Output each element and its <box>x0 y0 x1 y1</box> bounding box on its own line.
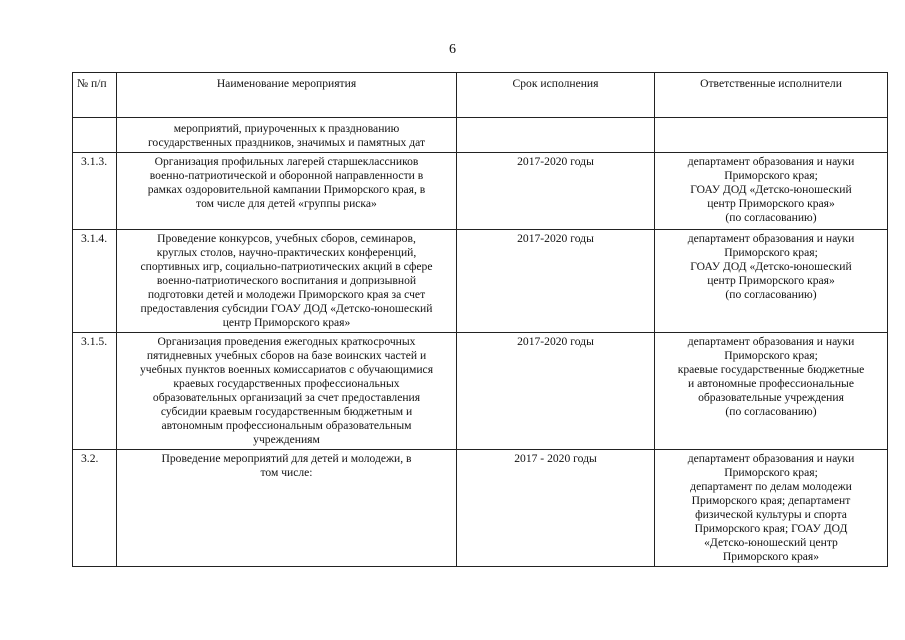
measure-name-line: мероприятий, приуроченных к празднованию <box>173 122 400 135</box>
table-row <box>73 333 888 450</box>
measure-name-line: автономным профессиональным образовательным <box>161 419 412 432</box>
measure-name-line: круглых столов, научно-практических конференций, <box>156 246 417 259</box>
measure-name-line: рамках оздоровительной кампании Приморского края, в <box>147 183 426 196</box>
row-measure-name <box>117 153 457 230</box>
row-responsible <box>655 153 888 230</box>
row-number: 3.1.3. <box>73 153 117 230</box>
measure-name-line: военно-патриотической и оборонной направленности в <box>149 169 424 182</box>
responsible-line: Приморского края» <box>722 550 820 563</box>
measure-name-line: субсидии краевым государственным бюджетным и <box>160 405 413 418</box>
measure-name-line: военно-патриотического воспитания и допризывной <box>156 274 417 287</box>
row-term: 2017-2020 годы <box>457 153 655 230</box>
row-responsible <box>655 118 888 153</box>
row-number <box>73 118 117 153</box>
responsible-line: департамент образования и науки <box>687 452 855 465</box>
row-term: 2017 - 2020 годы <box>457 450 655 567</box>
table-header-row <box>73 73 888 118</box>
measure-name-line: пятидневных учебных сборов на базе воинских частей и <box>146 349 427 362</box>
header-responsible: Ответственные исполнители <box>655 73 888 118</box>
measure-name-line: спортивных игр, социально-патриотических акций в сфере <box>140 260 433 273</box>
row-measure-name <box>117 450 457 567</box>
header-num: № п/п <box>73 73 117 118</box>
responsible-line: Приморского края; департамент <box>691 494 851 507</box>
responsible-line: департамент образования и науки <box>687 335 855 348</box>
table-row <box>73 118 888 153</box>
responsible-line: «Детско-юношеский центр <box>704 536 838 549</box>
responsible-line: ГОАУ ДОД «Детско-юношеский <box>690 260 852 273</box>
responsible-line: центр Приморского края» <box>707 197 835 210</box>
table-row <box>73 153 888 230</box>
table-row <box>73 450 888 567</box>
measure-name-line: учреждениям <box>253 433 320 446</box>
responsible-line: Приморского края; <box>724 169 818 182</box>
measure-name-line: учебных пунктов военных комиссариатов с обучающимися <box>139 363 434 376</box>
responsible-line: Приморского края; <box>724 246 818 259</box>
responsible-line: департамент образования и науки <box>687 232 855 245</box>
responsible-line: краевые государственные бюджетные <box>677 363 865 376</box>
responsible-line: ГОАУ ДОД «Детско-юношеский <box>690 183 852 196</box>
responsible-line: и автономные профессиональные <box>687 377 854 390</box>
table-body <box>73 118 888 567</box>
row-measure-name <box>117 118 457 153</box>
row-measure-name <box>117 230 457 333</box>
row-number: 3.1.4. <box>73 230 117 333</box>
measure-name-line: подготовки детей и молодежи Приморского края за счет <box>147 288 426 301</box>
responsible-line: департамент образования и науки <box>687 155 855 168</box>
responsible-line: департамент по делам молодежи <box>690 480 852 493</box>
responsible-line: Приморского края; <box>724 466 818 479</box>
row-responsible <box>655 230 888 333</box>
measure-name-line: том числе: <box>260 466 313 479</box>
responsible-line: физической культуры и спорта <box>695 508 847 521</box>
measure-name-line: краевых государственных профессиональных <box>173 377 400 390</box>
page-number: 6 <box>449 42 456 57</box>
table-row <box>73 230 888 333</box>
responsible-line: Приморского края; ГОАУ ДОД <box>694 522 848 535</box>
measures-table <box>72 72 888 567</box>
row-term: 2017-2020 годы <box>457 230 655 333</box>
measure-name-line: Организация профильных лагерей старшеклассников <box>154 155 419 168</box>
measure-name-line: образовательных организаций за счет предоставления <box>152 391 421 404</box>
row-responsible <box>655 333 888 450</box>
measure-name-line: Проведение мероприятий для детей и молодежи, в <box>161 452 412 465</box>
responsible-line: (по согласованию) <box>725 405 817 418</box>
row-number: 3.2. <box>73 450 117 567</box>
row-number: 3.1.5. <box>73 333 117 450</box>
row-measure-name <box>117 333 457 450</box>
measure-name-line: предоставления субсидии ГОАУ ДОД «Детско-юношеский <box>140 302 433 315</box>
measure-name-line: том числе для детей «группы риска» <box>196 197 377 210</box>
measure-name-line: центр Приморского края» <box>222 316 351 329</box>
responsible-line: (по согласованию) <box>725 288 817 301</box>
measure-name-line: государственных праздников, значимых и памятных дат <box>147 136 426 149</box>
responsible-line: образовательные учреждения <box>698 391 844 404</box>
measure-name-line: Проведение конкурсов, учебных сборов, семинаров, <box>157 232 416 245</box>
row-term <box>457 118 655 153</box>
responsible-line: Приморского края; <box>724 349 818 362</box>
row-responsible <box>655 450 888 567</box>
header-name: Наименование мероприятия <box>117 73 457 118</box>
header-term: Срок исполнения <box>457 73 655 118</box>
measure-name-line: Организация проведения ежегодных краткосрочных <box>157 335 416 348</box>
row-term: 2017-2020 годы <box>457 333 655 450</box>
responsible-line: центр Приморского края» <box>707 274 835 287</box>
responsible-line: (по согласованию) <box>725 211 817 224</box>
